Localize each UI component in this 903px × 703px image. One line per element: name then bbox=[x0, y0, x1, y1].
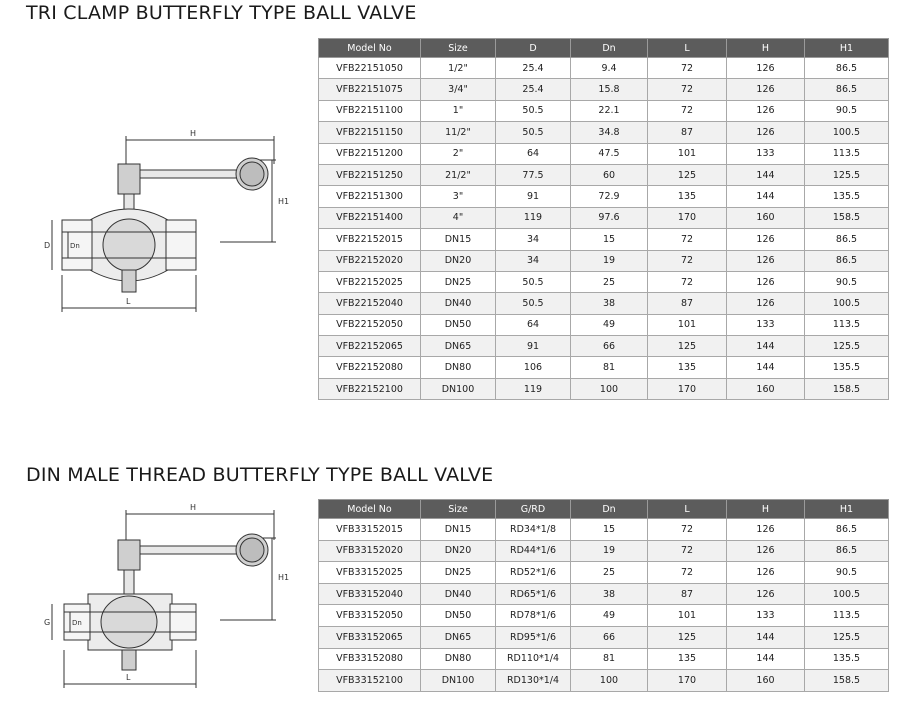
table-cell: 144 bbox=[727, 164, 805, 185]
table-cell: 34.8 bbox=[571, 122, 648, 143]
table-cell: 50.5 bbox=[496, 122, 571, 143]
tri-clamp-spec-table bbox=[318, 38, 889, 400]
table-cell: DN20 bbox=[421, 250, 496, 271]
table-row bbox=[319, 207, 889, 228]
table-cell: RD78*1/6 bbox=[496, 605, 571, 627]
table-cell: 66 bbox=[571, 336, 648, 357]
table-row bbox=[319, 271, 889, 292]
table-cell: 126 bbox=[727, 562, 805, 584]
table-cell: RD65*1/6 bbox=[496, 583, 571, 605]
table-cell: 77.5 bbox=[496, 164, 571, 185]
column-header: Size bbox=[421, 39, 496, 58]
table-cell: 144 bbox=[727, 357, 805, 378]
column-header: H1 bbox=[805, 39, 889, 58]
table-cell: 135 bbox=[648, 357, 727, 378]
table-cell: 160 bbox=[727, 378, 805, 399]
table-cell: 50.5 bbox=[496, 271, 571, 292]
table-cell: 72.9 bbox=[571, 186, 648, 207]
table-cell: RD52*1/6 bbox=[496, 562, 571, 584]
table-cell: VFB22151075 bbox=[319, 79, 421, 100]
table-row bbox=[319, 79, 889, 100]
table-cell: 49 bbox=[571, 605, 648, 627]
table-cell: VFB22152100 bbox=[319, 378, 421, 399]
table-cell: 126 bbox=[727, 540, 805, 562]
table-cell: 50.5 bbox=[496, 100, 571, 121]
table-cell: 125 bbox=[648, 626, 727, 648]
table-cell: 25 bbox=[571, 562, 648, 584]
table-cell: VFB22152080 bbox=[319, 357, 421, 378]
table-cell: 170 bbox=[648, 207, 727, 228]
table-cell: VFB22152040 bbox=[319, 293, 421, 314]
table-cell: 15 bbox=[571, 229, 648, 250]
column-header: Model No bbox=[319, 39, 421, 58]
table-cell: VFB22152050 bbox=[319, 314, 421, 335]
table-cell: 9.4 bbox=[571, 58, 648, 79]
table-cell: VFB22151050 bbox=[319, 58, 421, 79]
table-cell: 38 bbox=[571, 293, 648, 314]
table-cell: 4" bbox=[421, 207, 496, 228]
column-header: Dn bbox=[571, 500, 648, 519]
table-cell: 22.1 bbox=[571, 100, 648, 121]
table-row bbox=[319, 293, 889, 314]
table-cell: 91 bbox=[496, 186, 571, 207]
table-cell: 160 bbox=[727, 670, 805, 692]
table-cell: 72 bbox=[648, 519, 727, 541]
table-row bbox=[319, 143, 889, 164]
table-row bbox=[319, 314, 889, 335]
table-cell: 86.5 bbox=[805, 250, 889, 271]
table-cell: 3" bbox=[421, 186, 496, 207]
table-cell: VFB22151100 bbox=[319, 100, 421, 121]
table-cell: 135.5 bbox=[805, 648, 889, 670]
column-header: H bbox=[727, 39, 805, 58]
column-header: Dn bbox=[571, 39, 648, 58]
table-cell: 125.5 bbox=[805, 164, 889, 185]
dim-label-h: H bbox=[190, 129, 197, 138]
table-cell: 72 bbox=[648, 271, 727, 292]
table-cell: VFB22151250 bbox=[319, 164, 421, 185]
table-cell: 34 bbox=[496, 229, 571, 250]
table-cell: DN25 bbox=[421, 271, 496, 292]
column-header: Size bbox=[421, 500, 496, 519]
table-cell: VFB33152100 bbox=[319, 670, 421, 692]
table-cell: 125.5 bbox=[805, 626, 889, 648]
dim-label-g: G bbox=[44, 618, 51, 627]
table-cell: 126 bbox=[727, 583, 805, 605]
table-cell: 133 bbox=[727, 314, 805, 335]
table-cell: VFB22151300 bbox=[319, 186, 421, 207]
table-cell: 126 bbox=[727, 122, 805, 143]
table-cell: 19 bbox=[571, 250, 648, 271]
table-cell: 86.5 bbox=[805, 540, 889, 562]
table-cell: 170 bbox=[648, 378, 727, 399]
table-cell: 90.5 bbox=[805, 562, 889, 584]
table-cell: 113.5 bbox=[805, 605, 889, 627]
table-cell: 100 bbox=[571, 670, 648, 692]
table-cell: 133 bbox=[727, 143, 805, 164]
dim-label-dn: Dn bbox=[70, 242, 80, 250]
table-cell: 91 bbox=[496, 336, 571, 357]
table-cell: 38 bbox=[571, 583, 648, 605]
table-cell: 113.5 bbox=[805, 314, 889, 335]
table-cell: 100 bbox=[571, 378, 648, 399]
column-header: H1 bbox=[805, 500, 889, 519]
table-cell: VFB22152015 bbox=[319, 229, 421, 250]
table-cell: 90.5 bbox=[805, 271, 889, 292]
table-cell: VFB22152065 bbox=[319, 336, 421, 357]
table-cell: 11/2" bbox=[421, 122, 496, 143]
table-cell: 119 bbox=[496, 378, 571, 399]
column-header: L bbox=[648, 39, 727, 58]
table-cell: 135.5 bbox=[805, 186, 889, 207]
table-cell: 87 bbox=[648, 583, 727, 605]
table-cell: 100.5 bbox=[805, 583, 889, 605]
table-cell: 72 bbox=[648, 100, 727, 121]
table-cell: DN80 bbox=[421, 357, 496, 378]
table-cell: 126 bbox=[727, 100, 805, 121]
table-cell: 3/4" bbox=[421, 79, 496, 100]
table-cell: 125 bbox=[648, 336, 727, 357]
table-cell: 86.5 bbox=[805, 79, 889, 100]
table-cell: 86.5 bbox=[805, 229, 889, 250]
table-cell: 101 bbox=[648, 605, 727, 627]
table-row bbox=[319, 583, 889, 605]
dim-label-h: H bbox=[190, 503, 197, 512]
table-cell: 72 bbox=[648, 79, 727, 100]
table-row bbox=[319, 229, 889, 250]
table-cell: VFB33152015 bbox=[319, 519, 421, 541]
table-cell: 126 bbox=[727, 293, 805, 314]
column-header: Model No bbox=[319, 500, 421, 519]
table-cell: 15 bbox=[571, 519, 648, 541]
table-row bbox=[319, 122, 889, 143]
din-male-thread-spec-table bbox=[318, 499, 889, 692]
table-row bbox=[319, 186, 889, 207]
table-cell: VFB22151400 bbox=[319, 207, 421, 228]
table-cell: 144 bbox=[727, 648, 805, 670]
table-cell: DN15 bbox=[421, 519, 496, 541]
table-cell: 144 bbox=[727, 336, 805, 357]
table-cell: 87 bbox=[648, 122, 727, 143]
tri-clamp-valve-drawing bbox=[40, 120, 290, 320]
table-cell: 86.5 bbox=[805, 519, 889, 541]
table-cell: 158.5 bbox=[805, 207, 889, 228]
table-cell: 25.4 bbox=[496, 58, 571, 79]
table-row bbox=[319, 626, 889, 648]
table-cell: 64 bbox=[496, 143, 571, 164]
table-cell: RD95*1/6 bbox=[496, 626, 571, 648]
table-row bbox=[319, 164, 889, 185]
table-cell: 86.5 bbox=[805, 58, 889, 79]
table-cell: RD44*1/6 bbox=[496, 540, 571, 562]
table-row bbox=[319, 670, 889, 692]
table-cell: 72 bbox=[648, 540, 727, 562]
column-header: D bbox=[496, 39, 571, 58]
table-cell: VFB33152065 bbox=[319, 626, 421, 648]
table-cell: 125.5 bbox=[805, 336, 889, 357]
column-header: G/RD bbox=[496, 500, 571, 519]
table-cell: 66 bbox=[571, 626, 648, 648]
table-row bbox=[319, 357, 889, 378]
table-cell: 60 bbox=[571, 164, 648, 185]
table-cell: 100.5 bbox=[805, 122, 889, 143]
table-cell: 144 bbox=[727, 626, 805, 648]
table-cell: VFB22151200 bbox=[319, 143, 421, 164]
table-cell: VFB22152025 bbox=[319, 271, 421, 292]
table-cell: RD34*1/8 bbox=[496, 519, 571, 541]
table-cell: RD110*1/4 bbox=[496, 648, 571, 670]
table-cell: 19 bbox=[571, 540, 648, 562]
table-cell: 158.5 bbox=[805, 378, 889, 399]
table-cell: 135.5 bbox=[805, 357, 889, 378]
table-cell: 25.4 bbox=[496, 79, 571, 100]
table-cell: 25 bbox=[571, 271, 648, 292]
table-cell: VFB22151150 bbox=[319, 122, 421, 143]
column-header: H bbox=[727, 500, 805, 519]
table-cell: VFB33152040 bbox=[319, 583, 421, 605]
table-cell: 34 bbox=[496, 250, 571, 271]
table-cell: 64 bbox=[496, 314, 571, 335]
table-cell: 101 bbox=[648, 314, 727, 335]
table-row bbox=[319, 540, 889, 562]
table-row bbox=[319, 100, 889, 121]
table-row bbox=[319, 58, 889, 79]
table-cell: 125 bbox=[648, 164, 727, 185]
table-cell: 106 bbox=[496, 357, 571, 378]
table-cell: DN65 bbox=[421, 336, 496, 357]
table-cell: 90.5 bbox=[805, 100, 889, 121]
table-cell: DN80 bbox=[421, 648, 496, 670]
din-male-thread-valve-drawing bbox=[40, 500, 290, 695]
table-cell: 126 bbox=[727, 79, 805, 100]
table-cell: 101 bbox=[648, 143, 727, 164]
table-cell: DN50 bbox=[421, 314, 496, 335]
table-cell: 158.5 bbox=[805, 670, 889, 692]
dim-label-d: D bbox=[44, 241, 51, 250]
table-cell: DN40 bbox=[421, 293, 496, 314]
table-cell: DN65 bbox=[421, 626, 496, 648]
table-cell: RD130*1/4 bbox=[496, 670, 571, 692]
table-cell: 2" bbox=[421, 143, 496, 164]
table-cell: 100.5 bbox=[805, 293, 889, 314]
table-cell: VFB22152020 bbox=[319, 250, 421, 271]
table-cell: VFB33152080 bbox=[319, 648, 421, 670]
table-cell: VFB33152020 bbox=[319, 540, 421, 562]
table-cell: 126 bbox=[727, 250, 805, 271]
table-row bbox=[319, 519, 889, 541]
dim-label-l: L bbox=[126, 297, 131, 306]
table-cell: DN100 bbox=[421, 670, 496, 692]
dim-label-l: L bbox=[126, 673, 131, 682]
dim-label-h1: H1 bbox=[278, 573, 290, 582]
table-cell: 126 bbox=[727, 519, 805, 541]
table-cell: 126 bbox=[727, 229, 805, 250]
column-header: L bbox=[648, 500, 727, 519]
table-cell: 81 bbox=[571, 357, 648, 378]
table-cell: 1" bbox=[421, 100, 496, 121]
table-cell: 72 bbox=[648, 562, 727, 584]
table-row bbox=[319, 648, 889, 670]
table-cell: DN100 bbox=[421, 378, 496, 399]
table-cell: 135 bbox=[648, 186, 727, 207]
table-row bbox=[319, 336, 889, 357]
table-cell: 47.5 bbox=[571, 143, 648, 164]
table-cell: 15.8 bbox=[571, 79, 648, 100]
section-title-din-male-thread: DIN MALE THREAD BUTTERFLY TYPE BALL VALVE bbox=[26, 464, 494, 486]
table-cell: VFB33152025 bbox=[319, 562, 421, 584]
table-cell: 160 bbox=[727, 207, 805, 228]
table-cell: 49 bbox=[571, 314, 648, 335]
table-cell: 126 bbox=[727, 271, 805, 292]
table-cell: 119 bbox=[496, 207, 571, 228]
table-cell: 1/2" bbox=[421, 58, 496, 79]
dim-label-h1: H1 bbox=[278, 197, 290, 206]
table-cell: 126 bbox=[727, 58, 805, 79]
table-cell: DN40 bbox=[421, 583, 496, 605]
table-cell: 135 bbox=[648, 648, 727, 670]
table-cell: 72 bbox=[648, 250, 727, 271]
table-cell: DN25 bbox=[421, 562, 496, 584]
table-cell: 97.6 bbox=[571, 207, 648, 228]
table-cell: 72 bbox=[648, 229, 727, 250]
table-row bbox=[319, 250, 889, 271]
table-cell: 50.5 bbox=[496, 293, 571, 314]
table-cell: 21/2" bbox=[421, 164, 496, 185]
table-cell: VFB33152050 bbox=[319, 605, 421, 627]
table-cell: DN15 bbox=[421, 229, 496, 250]
table-cell: 81 bbox=[571, 648, 648, 670]
table-row bbox=[319, 605, 889, 627]
table-row bbox=[319, 562, 889, 584]
table-cell: 144 bbox=[727, 186, 805, 207]
table-cell: DN50 bbox=[421, 605, 496, 627]
table-row bbox=[319, 378, 889, 399]
table-cell: 170 bbox=[648, 670, 727, 692]
table-cell: 72 bbox=[648, 58, 727, 79]
table-cell: DN20 bbox=[421, 540, 496, 562]
table-cell: 87 bbox=[648, 293, 727, 314]
dim-label-dn: Dn bbox=[72, 619, 82, 627]
table-cell: 113.5 bbox=[805, 143, 889, 164]
section-title-tri-clamp: TRI CLAMP BUTTERFLY TYPE BALL VALVE bbox=[26, 2, 417, 24]
table-cell: 133 bbox=[727, 605, 805, 627]
